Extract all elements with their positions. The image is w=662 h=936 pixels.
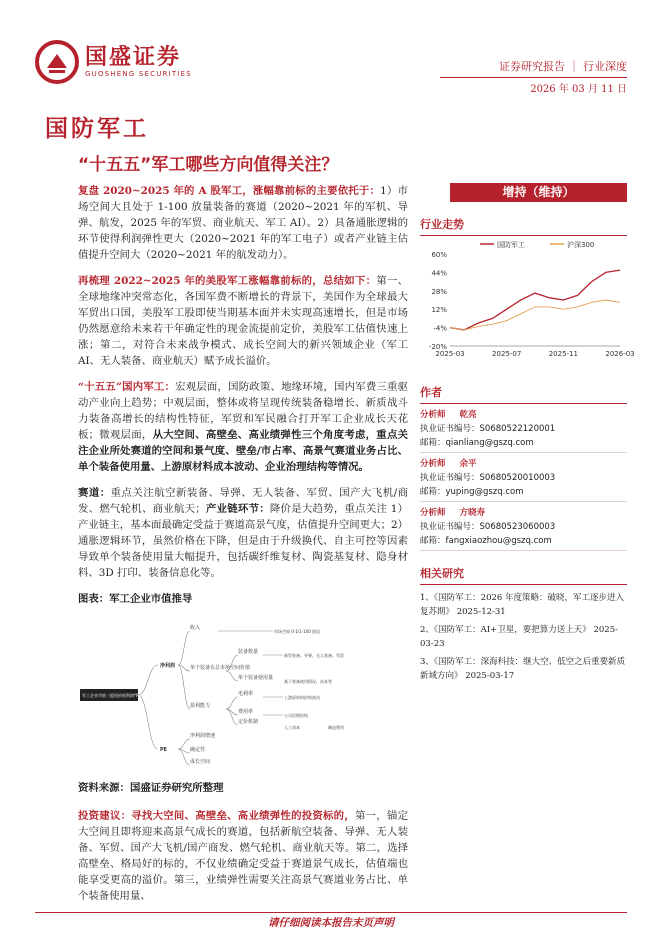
footer-disclaimer: 请仔细阅读本报告末页声明 [268, 917, 394, 929]
mindmap-ceiling: 成长空间 [190, 759, 211, 765]
mindmap-note1: 新型装备、导弹、无人装备、军贸 [284, 653, 344, 658]
logo-en-text: GUOSHENG SECURITIES [85, 70, 192, 78]
paragraph-review-a-share [78, 183, 408, 263]
x-tick-label: 2025-03 [435, 350, 465, 358]
author-email[interactable]: qianliang@gszq.com [445, 438, 534, 448]
logo-cn-text: 国盛证券 [85, 45, 182, 70]
mindmap-margin: 毛利率 [238, 691, 254, 697]
cert-number: S0680523060003 [479, 522, 556, 532]
legend-label: 沪深300 [567, 241, 595, 249]
mail-label: 邮箱： [420, 487, 446, 497]
para-body: 宏观层面，国防政策、地缘环境，国内军费三重驱动产业向上趋势；中观层面，整体或将呈现传统装备稳增长、新质战斗力装备高增长的结构性特征，军贸和军民融合打开军工企业成长天花板；微观层面， [78, 381, 409, 441]
rating-badge: 增持（维持） [450, 183, 627, 202]
authors-list [420, 408, 627, 551]
invest-body: 第一，锚定大空间且即将迎来高景气成长的赛道，包括新航空装备、导弹、无人装备、军贸、国产大飞机/国产商发、燃气轮机、商业航天等。第二，选择高壁垒、格局好的标的，不仅业绩确定受益于赛道景气成长，估值端也能享受更高的溢价。第三，业绩弹性需要关注高景气赛道业务占比、单个装备使用量、 [78, 810, 409, 902]
y-tick-label: -4% [433, 324, 447, 333]
mindmap-note4: 公司治理结构 [284, 713, 308, 718]
mindmap-usage: 单个装备使用量 [238, 675, 274, 681]
authors-title: 作者 [420, 384, 627, 404]
mindmap-profit: 盈利能力 [190, 703, 211, 709]
cert-number: S0680520010003 [479, 473, 556, 483]
mindmap-track-note: 市场空间 0-1/1-100 阶段 [274, 629, 321, 634]
cert-label: 执业证书编号： [420, 522, 480, 532]
author-role: 分析师 [420, 459, 446, 469]
author-name: 余平 [459, 459, 477, 469]
mindmap-growth: 净利润增速 [190, 733, 216, 739]
author-name: 方晓寿 [459, 508, 486, 518]
mindmap-rev: 收入 [190, 625, 201, 631]
company-logo [35, 40, 192, 84]
author-email[interactable]: yuping@gszq.com [445, 487, 524, 497]
mindmap-pe: PE [160, 747, 168, 753]
mindmap-tax: 制造费用 [328, 725, 344, 730]
related-report-link[interactable]: 1、《国防军工：2026 年度策略：破晓，军工逐步进入复苏期》 2025-12-31 [420, 593, 624, 617]
footer-divider [35, 912, 627, 913]
para-body: 第一、全球地缘冲突常态化，各国军费不断增长的背景下，美国作为全球最大军贸出口国，美股军工股即使当期基本面并未实现高速增长，但是市场仍然愿意给未来若干年确定性的现金流提前定价，美股军工估值快速上涨；第二，对符合未来战争模式、成长空间大的新兴领域企业（军工 AI、无人装备、商业航天）赋予成长溢价。 [78, 275, 409, 367]
author-entry [420, 408, 627, 453]
mindmap-note2: 基于装备使用情况，成本等 [284, 679, 332, 684]
sidebar [420, 183, 635, 687]
x-tick-label: 2025-07 [492, 350, 522, 358]
trend-title: 行业走势 [420, 216, 627, 236]
author-role: 分析师 [420, 508, 446, 518]
paragraph-track [78, 485, 408, 581]
para-body: 重点关注航空新装备、导弹、无人装备、军贸、国产大飞机/商发、燃气轮机、商业航天； [78, 487, 409, 515]
para-lead: 复盘 2020~2025 年的 A 股军工，涨幅靠前标的主要依托于： [78, 185, 381, 197]
paragraph-review-us [78, 273, 408, 369]
cert-number: S0680522120001 [479, 424, 556, 434]
para-bold: 从大空间、高壁垒、高业绩弹性三个角度考虑，重点关注企业所处赛道的空间和景气度、壁垒/市占率、高景气赛道业务占比、单个装备使用量、上游原材料成本波动、企业治理结构等情况。 [78, 429, 409, 473]
cert-label: 执业证书编号： [420, 473, 480, 483]
author-name: 乾亮 [459, 410, 477, 420]
invest-lead: 投资建议：寻找大空间、高壁垒、高业绩弹性的投资标的， [78, 810, 355, 822]
header-divider [440, 77, 627, 78]
industry-title: 国防军工 [45, 116, 149, 142]
para-body: 1）市场空间大且处于 1-100 放量装备的赛道（2020~2021 年的军机、导弹、航发，2025 年的军贸、商业航天、军工 AI）。2）具备通胀逻辑的环节使得利润弹性更大（2020~2021 年的军工电子）或者产业链主估值提升空间大（2020~2021 年的航发动力）。 [78, 185, 408, 261]
main-content [78, 183, 408, 914]
industry-trend-chart [420, 236, 635, 366]
mindmap-cost: 人工成本 [284, 725, 300, 730]
mindmap-certain: 确定性 [190, 747, 206, 753]
y-tick-label: 44% [431, 269, 447, 278]
cert-label: 执业证书编号： [420, 424, 480, 434]
author-role: 分析师 [420, 410, 446, 420]
author-email[interactable]: fangxiaozhou@gszq.com [445, 536, 552, 546]
mindmap-note3: 上游原材料价格波动 [284, 695, 320, 700]
valuation-mindmap [78, 611, 408, 773]
author-entry [420, 506, 627, 551]
y-tick-label: -20% [428, 343, 447, 351]
paragraph-invest [78, 808, 408, 904]
report-type: 证券研究报告 ｜ 行业深度 [499, 60, 627, 73]
mail-label: 邮箱： [420, 536, 446, 546]
related-list [420, 591, 627, 683]
related-report-link[interactable]: 2、《国防军工：AI+卫星，要把算力送上天》 2025-03-23 [420, 625, 618, 649]
x-tick-label: 2026-03 [605, 350, 635, 358]
report-date: 2026 年 03 月 11 日 [530, 84, 627, 95]
mindmap-pricing: 定价机制 [238, 719, 259, 725]
para-lead: 赛道： [78, 487, 111, 499]
report-title: “十五五”军工哪些方向值得关注？ [78, 155, 339, 175]
guosheng-logo-icon [35, 40, 79, 84]
y-tick-label: 12% [431, 306, 447, 315]
mindmap-root: 军工企业市值（股权价值利润*PE倍数） [82, 693, 153, 698]
related-title: 相关研究 [420, 565, 627, 585]
para-tail: 降价是大趋势，重点关注 1）产业链主，基本面最确定受益于赛道高景气度，估值提升空间更大；2）通胀逻辑环节，虽然价格在下降，但是由于升级换代、自主可控等因素导致单个装备使用量大幅提升，包括碳纤维复材、陶瓷基复材、隐身材料、3D 打印、装备信息化等。 [78, 503, 408, 579]
para-bold: 产业链环节： [205, 503, 270, 515]
figure-source: 资料来源：国盛证券研究所整理 [78, 782, 224, 794]
mindmap-net: 净利润 [160, 663, 176, 669]
y-tick-label: 60% [431, 251, 447, 259]
paragraph-domestic [78, 379, 408, 475]
x-tick-label: 2025-11 [548, 350, 578, 358]
figure-caption: 图表：军工企业市值推导 [78, 593, 193, 605]
related-report-link[interactable]: 3、《国防军工：深海科技：继大空、低空之后重要新质新域方向》 2025-03-17 [420, 657, 626, 681]
para-lead: 再梳理 2022~2025 年的美股军工涨幅靠前标的，总结如下： [78, 275, 377, 287]
mindmap-space: 单个装备在总市场空间价值 [190, 665, 251, 671]
y-tick-label: 28% [431, 287, 447, 296]
series-line-defense [450, 270, 620, 330]
series-line-csi300 [450, 300, 620, 330]
mindmap-track: 装备数量 [238, 649, 259, 655]
legend-label: 国防军工 [497, 241, 525, 249]
mindmap-fee: 费用率 [238, 709, 254, 715]
para-lead: “十五五”国内军工： [78, 381, 176, 393]
author-entry [420, 457, 627, 502]
mail-label: 邮箱： [420, 438, 446, 448]
